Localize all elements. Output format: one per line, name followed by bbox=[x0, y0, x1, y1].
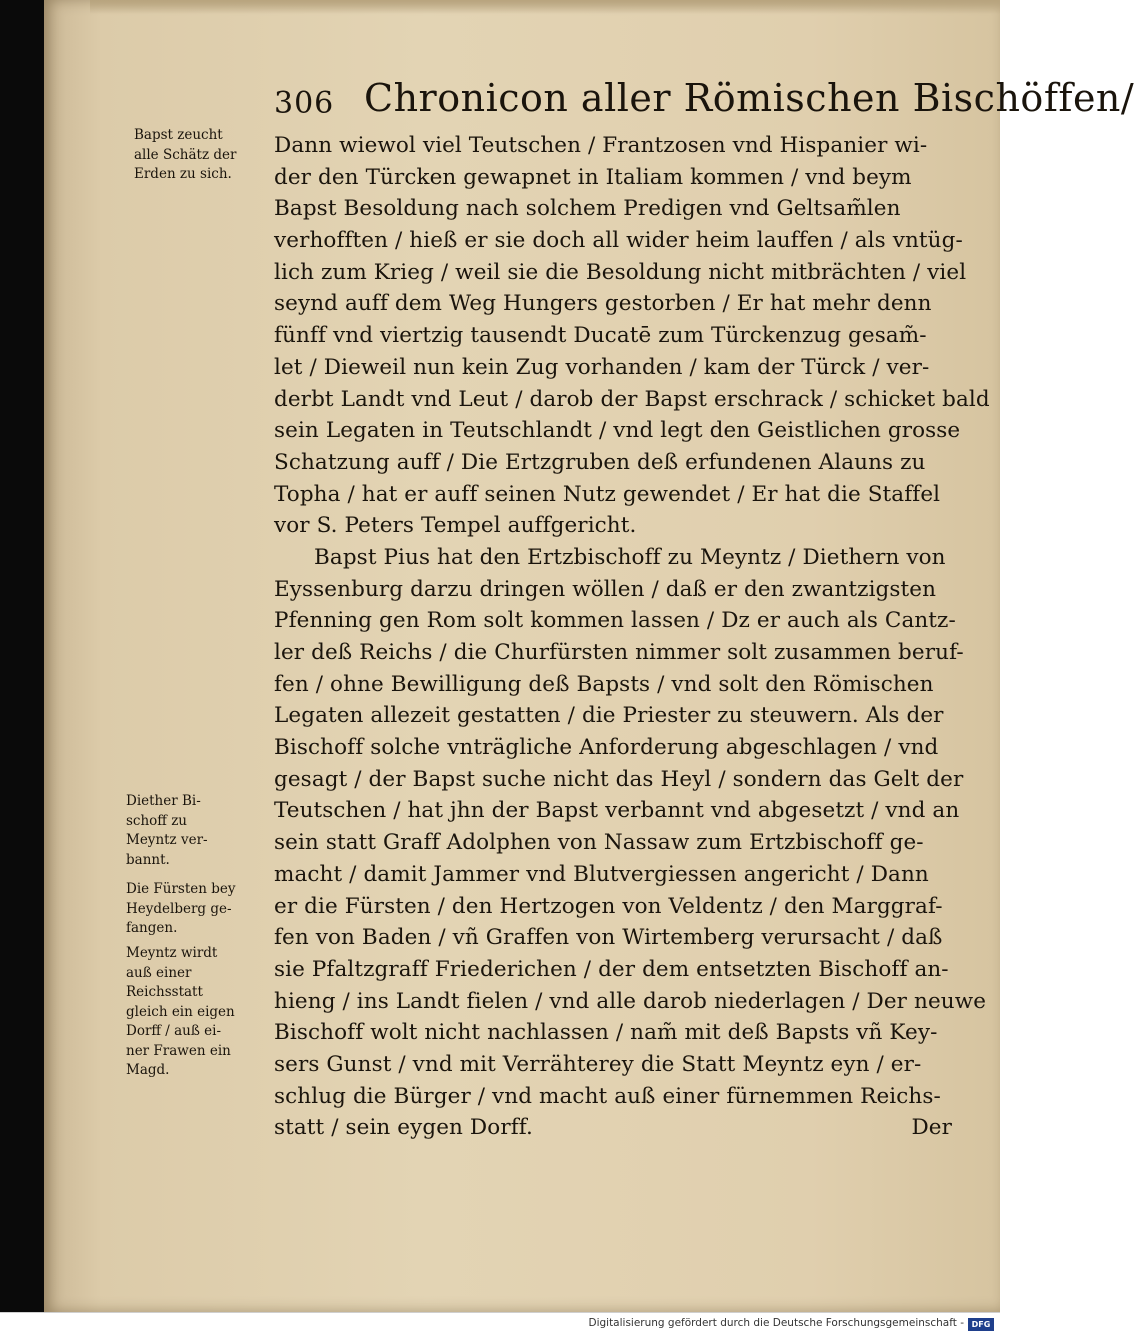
margin-note-line: Meyntz wirdt bbox=[126, 945, 218, 961]
margin-note-line: Reichsstatt bbox=[126, 984, 203, 1000]
text-line: macht / damit Jammer vnd Blutvergiessen angericht / Dann bbox=[274, 861, 929, 887]
text-line: sein statt Graff Adolphen von Nassaw zum Ertzbischoff ge- bbox=[274, 830, 924, 856]
text-line: Bischoff solche vnträgliche Anforderung abgeschlagen / vnd bbox=[274, 735, 939, 761]
page-number: 306 bbox=[274, 86, 335, 121]
margin-note-line: alle Schätz der bbox=[134, 146, 237, 163]
margin-note-line: Magd. bbox=[126, 1062, 170, 1078]
margin-note-line: Erden zu sich. bbox=[134, 166, 232, 182]
page-header bbox=[274, 72, 1134, 132]
text-line: schlug die Bürger / vnd macht auß einer fürnemmen Reichs- bbox=[274, 1083, 941, 1109]
text-line: Eyssenburg darzu dringen wöllen / daß er den zwantzigsten bbox=[274, 576, 937, 602]
text-line: sein Legaten in Teutschlandt / vnd legt den Geistlichen grosse bbox=[274, 418, 961, 444]
text-line: Legaten allezeit gestatten / die Priester zu steuwern. Als der bbox=[274, 703, 944, 729]
catchword: Der bbox=[911, 1115, 952, 1141]
text-line: verhofften / hieß er sie doch all wider heim lauffen / als vntüg- bbox=[274, 228, 963, 254]
margin-note-line: ner Frawen ein bbox=[126, 1042, 231, 1059]
text-line: Dann wiewol viel Teutschen / Frantzosen vnd Hispanier wi- bbox=[274, 133, 928, 158]
text-line: ler deß Reichs / die Churfürsten nimmer solt zusammen beruf- bbox=[274, 640, 964, 665]
text-line: fünff vnd viertzig tausendt Ducatē zum Türckenzug gesam̃- bbox=[274, 323, 927, 349]
text-line: er die Fürsten / den Hertzogen von Veldentz / den Marggraf- bbox=[274, 893, 943, 919]
text-line: sers Gunst / vnd mit Verrähterey die Statt Meyntz eyn / er- bbox=[274, 1051, 922, 1077]
margin-note-line: Dorff / auß ei- bbox=[126, 1023, 222, 1039]
text-line: gesagt / der Bapst suche nicht das Heyl / sondern das Gelt der bbox=[274, 766, 964, 792]
text-line: Bapst Besoldung nach solchem Predigen vnd Geltsam̃len bbox=[274, 196, 901, 222]
margin-note-line: Die Fürsten bey bbox=[126, 881, 236, 897]
text-line: Pfenning gen Rom solt kommen lassen / Dz er auch als Cantz- bbox=[274, 608, 956, 634]
margin-note-line: bannt. bbox=[126, 851, 170, 868]
footer-bar bbox=[0, 1312, 1000, 1337]
text-line: seynd auff dem Weg Hungers gestorben / Er hat mehr denn bbox=[274, 291, 932, 317]
text-line: hieng / ins Landt fielen / vnd alle darob niederlagen / Der neuwe bbox=[274, 988, 987, 1014]
text-line: vor S. Peters Tempel auffgericht. bbox=[274, 513, 637, 539]
text-line: statt / sein eygen Dorff. bbox=[274, 1115, 533, 1141]
margin-note-line: Heydelberg ge- bbox=[126, 900, 232, 917]
margin-note-fuersten bbox=[126, 880, 236, 939]
footer-credit: Digitalisierung gefördert durch die Deutsche Forschungsgemeinschaft - bbox=[588, 1317, 964, 1329]
text-line: sie Pfaltzgraff Friederichen / der dem entsetzten Bischoff an- bbox=[274, 956, 949, 982]
margin-note-line: auß einer bbox=[126, 964, 192, 981]
text-line: Teutschen / hat jhn der Bapst verbannt vnd abgesetzt / vnd an bbox=[274, 798, 960, 824]
body-text bbox=[274, 130, 990, 1144]
margin-note-bapst bbox=[134, 126, 236, 185]
text-line: Bapst Pius hat den Ertzbischoff zu Meyntz / Diethern von bbox=[314, 544, 946, 570]
text-line: lich zum Krieg / weil sie die Besoldung nicht mitbrächten / viel bbox=[274, 259, 967, 285]
margin-note-line: gleich ein eigen bbox=[126, 1003, 235, 1020]
page-edge-shadow bbox=[90, 0, 1000, 14]
text-line: let / Dieweil nun kein Zug vorhanden / kam der Türck / ver- bbox=[274, 354, 930, 380]
dfg-logo: DFG bbox=[968, 1318, 994, 1331]
text-line: Topha / hat er auff seinen Nutz gewendet / Er hat die Staffel bbox=[274, 481, 941, 507]
margin-note-line: Meyntz ver- bbox=[126, 832, 208, 848]
text-line: derbt Landt vnd Leut / darob der Bapst erschrack / schicket bald bbox=[274, 386, 990, 412]
margin-note-line: schoff zu bbox=[126, 812, 188, 829]
margin-note-line: fangen. bbox=[126, 920, 178, 936]
text-line: der den Türcken gewapnet in Italiam kommen / vnd beym bbox=[274, 164, 912, 190]
margin-note-line: Bapst zeucht bbox=[134, 127, 223, 143]
margin-note-line: Diether Bi- bbox=[126, 793, 201, 809]
text-line: fen / ohne Bewilligung deß Bapsts / vnd solt den Römischen bbox=[274, 671, 934, 697]
running-title: Chronicon aller Römischen Bischöffen/ bbox=[364, 76, 1134, 120]
text-line: fen von Baden / vñ Graffen von Wirtemberg verursacht / daß bbox=[274, 925, 943, 951]
text-line: Bischoff wolt nicht nachlassen / nam̃ mit deß Bapsts vñ Key- bbox=[274, 1020, 938, 1046]
text-line: Schatzung auff / Die Ertzgruben deß erfundenen Alauns zu bbox=[274, 449, 926, 475]
margin-note-diether bbox=[126, 792, 208, 870]
margin-note-meyntz bbox=[126, 944, 235, 1081]
